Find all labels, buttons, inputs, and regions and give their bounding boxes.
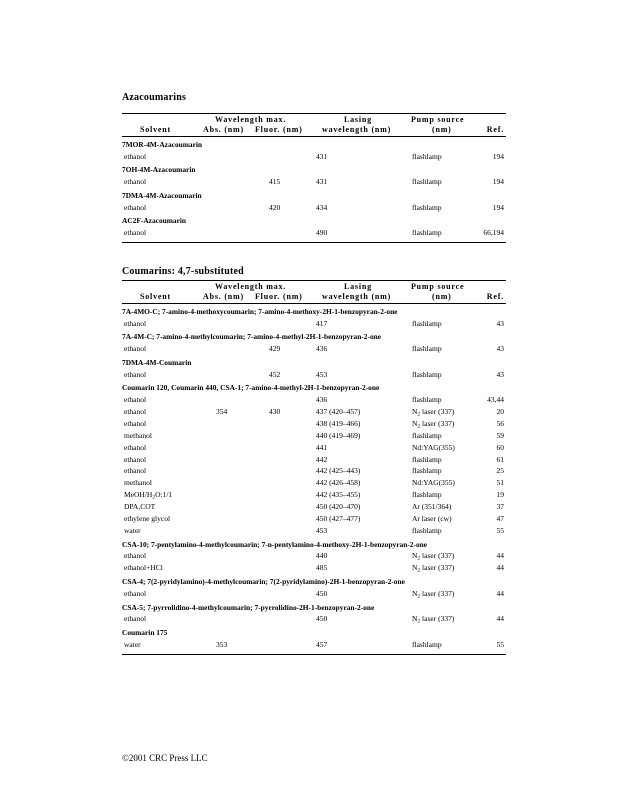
- cell-solvent: ethanol: [124, 202, 147, 212]
- header-pump-nm: (nm): [432, 292, 452, 301]
- cell-solvent: ethanol: [124, 454, 147, 464]
- header-solvent: Solvent: [140, 292, 171, 301]
- compound-name: 7MOR-4M-Azacoumarin: [122, 140, 203, 149]
- compound-name: 7A-4MO-C; 7-amino-4-methoxycoumarin; 7-amino-4-methoxy-2H-1-benzopyran-2-one: [122, 307, 398, 316]
- compound-name: CSA-10; 7-pentylamino-4-methylcoumarin; 7-n-pentylamino-4-methoxy-2H-1-benzopyran-2-one: [122, 539, 428, 549]
- section-title: Coumarins: 4,7-substituted: [122, 266, 244, 277]
- header-abs: Abs. (nm): [203, 125, 244, 134]
- compound-name: 7DMA-4M-Coumarin: [122, 357, 192, 367]
- table-row: [122, 477, 506, 489]
- table-row: [122, 343, 506, 355]
- cell-lasing: 453: [316, 369, 328, 379]
- cell-lasing: 441: [316, 442, 328, 452]
- cell-ref: 47: [496, 513, 504, 523]
- cell-lasing: 434: [316, 202, 328, 212]
- header-pump-source: Pump source: [411, 282, 465, 291]
- cell-ref: 43: [496, 344, 504, 354]
- cell-solvent: ethanol: [124, 177, 147, 187]
- cell-pump: flashlamp: [412, 228, 442, 238]
- cell-solvent: ethanol: [124, 395, 147, 405]
- cell-solvent: ethanol: [124, 614, 147, 624]
- cell-pump: flashlamp: [412, 318, 442, 328]
- cell-ref: 55: [496, 525, 504, 535]
- cell-pump: flashlamp: [412, 151, 442, 161]
- cell-lasing: 457: [316, 639, 328, 649]
- cell-ref: 60: [496, 442, 504, 452]
- table-row: [122, 550, 506, 562]
- table-row: [122, 394, 506, 406]
- cell-pump: flashlamp: [412, 395, 442, 405]
- cell-ref: 44: [496, 614, 504, 624]
- cell-lasing: 453: [316, 525, 328, 535]
- cell-lasing: 436: [316, 344, 328, 354]
- compound-name: 7OH-4M-Azacoumarin: [122, 165, 196, 175]
- cell-lasing: 442: [316, 454, 328, 464]
- header-pump-nm: (nm): [432, 125, 452, 134]
- header-fluor: Fluor. (nm): [255, 292, 303, 301]
- cell-pump: flashlamp: [412, 177, 442, 187]
- cell-ref: 55: [496, 639, 504, 649]
- cell-solvent: ethanol: [124, 406, 147, 416]
- cell-fluor: 429: [269, 344, 281, 354]
- cell-abs: 353: [216, 639, 228, 649]
- table-row: [122, 513, 506, 525]
- cell-abs: 354: [216, 406, 228, 416]
- cell-ref: 25: [496, 466, 504, 476]
- table-row: [122, 369, 506, 381]
- cell-ref: 51: [496, 478, 504, 488]
- table-body: [122, 137, 506, 243]
- compound-name: CSA-4; 7(2-pyridylamino)-4-methylcoumarin; 7(2-pyridylamino)-2H-1-benzopyran-2-one: [122, 577, 405, 587]
- compound-name: 7A-4M-C; 7-amino-4-methylcoumarin; 7-amino-4-methyl-2H-1-benzopyran-2-one: [122, 332, 382, 342]
- cell-pump: $N_2$ laser (337): [412, 418, 455, 430]
- compound-name: Coumarin 120, Coumarin 440, CSA-1; 7-amino-4-methyl-2H-1-benzopyran-2-one: [122, 383, 380, 393]
- cell-lasing: 485: [316, 563, 328, 573]
- table-row: [122, 176, 506, 188]
- copyright-footer: ©2001 CRC Press LLC: [122, 753, 208, 763]
- table-row: [122, 454, 506, 466]
- cell-ref: 194: [492, 177, 504, 187]
- header-lasing: Lasing: [344, 115, 372, 124]
- table-row: [122, 406, 506, 418]
- cell-pump: $N_2$ laser (337): [412, 551, 455, 562]
- compound-name: Coumarin 175: [122, 628, 168, 638]
- table-row: [122, 588, 506, 600]
- cell-lasing: 450 (420–470): [316, 502, 361, 512]
- cell-solvent: ethanol: [124, 442, 147, 452]
- cell-lasing: 450 (427–477): [316, 513, 361, 523]
- cell-lasing: 440: [316, 551, 328, 561]
- cell-solvent: water: [124, 639, 141, 649]
- cell-ref: 66,194: [483, 228, 504, 238]
- cell-solvent: ethanol+HCl: [124, 563, 163, 573]
- cell-solvent: ethanol: [124, 344, 147, 354]
- cell-pump: flashlamp: [412, 639, 442, 649]
- compound-name: AC2F-Azacoumarin: [122, 216, 187, 226]
- cell-solvent: methanol: [124, 430, 152, 440]
- cell-solvent: ethanol: [124, 318, 147, 328]
- cell-pump: flashlamp: [412, 369, 442, 379]
- cell-pump: flashlamp: [412, 430, 442, 440]
- table-row: [122, 318, 506, 330]
- cell-ref: 20: [496, 406, 504, 416]
- cell-ref: 43: [496, 318, 504, 328]
- table-row: [122, 202, 506, 214]
- table-row: [122, 639, 506, 651]
- cell-ref: 44: [496, 563, 504, 573]
- cell-fluor: 420: [269, 202, 281, 212]
- cell-lasing: 438 (419–466): [316, 418, 361, 428]
- cell-ref: 19: [496, 490, 504, 500]
- cell-ref: 61: [496, 454, 504, 464]
- table-row: [122, 562, 506, 574]
- cell-solvent: ethanol: [124, 228, 147, 238]
- cell-solvent: ethanol: [124, 369, 147, 379]
- cell-fluor: 452: [269, 369, 281, 379]
- cell-solvent: ethanol: [124, 418, 147, 428]
- compound-name: 7DMA-4M-Azacoumarin: [122, 190, 202, 200]
- compound-name: CSA-5; 7-pyrrolidino-4-methylcoumarin; 7-pyrrolidino-2H-1-benzopyran-2-one: [122, 602, 375, 612]
- cell-fluor: 415: [269, 177, 281, 187]
- cell-solvent: ethanol: [124, 588, 147, 598]
- cell-ref: 44: [496, 588, 504, 598]
- header-fluor: Fluor. (nm): [255, 125, 303, 134]
- cell-lasing: 437 (420–457): [316, 406, 361, 416]
- cell-pump: Ar (351/364): [412, 502, 452, 512]
- header-lasing-wavelength: wavelength (nm): [322, 292, 392, 301]
- cell-solvent: MeOH/$H_2O:1/1$: [124, 490, 173, 501]
- cell-pump: Nd:YAG(355): [412, 442, 455, 452]
- cell-lasing: 450: [316, 614, 328, 624]
- cell-lasing: 490: [316, 228, 328, 238]
- cell-pump: $N_2$ laser (337): [412, 406, 455, 418]
- cell-solvent: ethanol: [124, 151, 147, 161]
- cell-pump: flashlamp: [412, 490, 442, 500]
- cell-lasing: 442 (426–458): [316, 478, 361, 488]
- cell-ref: 59: [496, 430, 504, 440]
- cell-lasing: 431: [316, 177, 328, 187]
- header-ref: Ref.: [486, 292, 504, 301]
- cell-pump: flashlamp: [412, 466, 442, 476]
- table-row: [122, 430, 506, 442]
- table-bottom-rule: [122, 654, 506, 655]
- cell-pump: flashlamp: [412, 344, 442, 354]
- header-ref: Ref.: [486, 125, 504, 134]
- cell-pump: flashlamp: [412, 202, 442, 212]
- cell-lasing: 442 (425–443): [316, 466, 361, 476]
- cell-ref: 194: [492, 151, 504, 161]
- table-row: [122, 465, 506, 477]
- header-abs: Abs. (nm): [203, 292, 244, 301]
- cell-pump: flashlamp: [412, 525, 442, 535]
- header-lasing-wavelength: wavelength (nm): [322, 125, 392, 134]
- table-row: [122, 151, 506, 163]
- cell-lasing: 436: [316, 395, 328, 405]
- cell-lasing: 450: [316, 588, 328, 598]
- cell-lasing: 417: [316, 318, 328, 328]
- cell-solvent: ethanol: [124, 466, 147, 476]
- table-header: [122, 281, 506, 303]
- cell-pump: flashlamp: [412, 454, 442, 464]
- cell-pump: $N_2$ laser (337): [412, 563, 455, 574]
- cell-ref: 44: [496, 551, 504, 561]
- table-body: [122, 304, 506, 655]
- cell-solvent: DPA,COT: [124, 502, 156, 512]
- cell-lasing: 440 (419–469): [316, 430, 361, 440]
- cell-ref: 43: [496, 369, 504, 379]
- cell-ref: 43,44: [487, 395, 504, 405]
- cell-pump: Nd:YAG(355): [412, 478, 455, 488]
- cell-fluor: 430: [269, 406, 281, 416]
- table-row: [122, 525, 506, 537]
- header-pump-source: Pump source: [411, 115, 465, 124]
- table-row: [122, 227, 506, 239]
- table-row: [122, 489, 506, 501]
- data-table: [122, 280, 506, 655]
- table-header: [122, 114, 506, 136]
- cell-ref: 194: [492, 202, 504, 212]
- cell-ref: 37: [496, 502, 504, 512]
- table-row: [122, 613, 506, 625]
- cell-solvent: water: [124, 525, 141, 535]
- header-solvent: Solvent: [140, 125, 171, 134]
- table-row: [122, 501, 506, 513]
- cell-solvent: ethylene glycol: [124, 513, 171, 523]
- header-lasing: Lasing: [344, 282, 372, 291]
- header-wavelength-max: Wavelength max.: [215, 115, 287, 124]
- cell-pump: Ar laser (cw): [412, 513, 452, 523]
- header-wavelength-max: Wavelength max.: [215, 282, 287, 291]
- cell-solvent: ethanol: [124, 551, 147, 561]
- cell-pump: $N_2$ laser (337): [412, 588, 455, 600]
- cell-ref: 56: [496, 418, 504, 428]
- data-table: [122, 113, 506, 243]
- cell-solvent: methanol: [124, 478, 152, 488]
- cell-lasing: 442 (435–455): [316, 490, 361, 500]
- table-row: [122, 442, 506, 454]
- cell-pump: $N_2$ laser (337): [412, 614, 455, 625]
- table-bottom-rule: [122, 242, 506, 243]
- table-row: [122, 418, 506, 430]
- cell-lasing: 431: [316, 151, 328, 161]
- section-title: Azacoumarins: [122, 92, 187, 103]
